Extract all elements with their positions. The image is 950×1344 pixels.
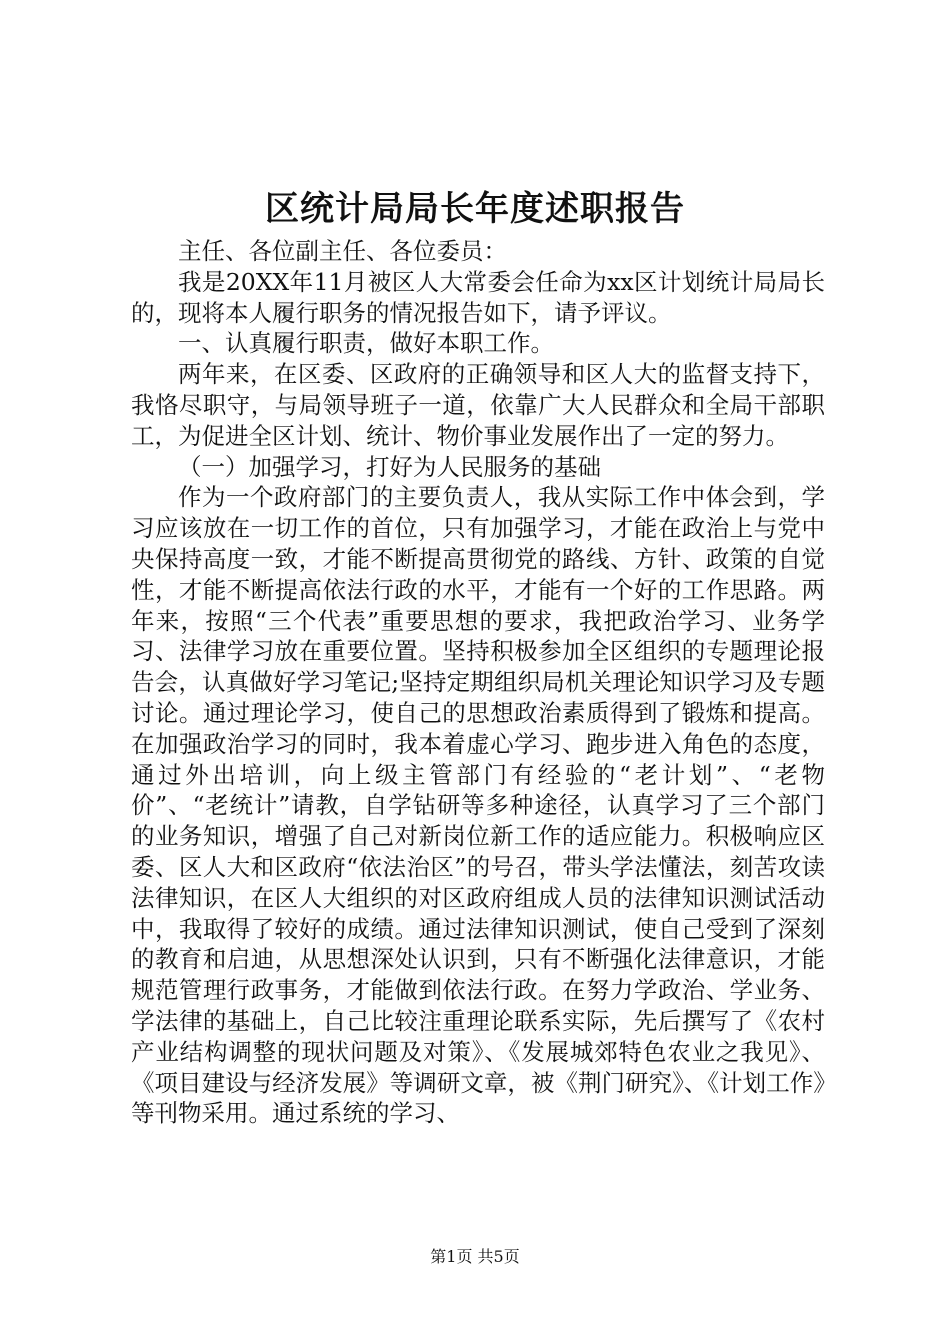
paragraph-study: 作为一个政府部门的主要负责人，我从实际工作中体会到，学习应该放在一切工作的首位，只有加强学习，才能在政治上与党中央保持高度一致，才能不断提高贯彻党的路线、方针、政策的自觉性，才能不断提高依法行政的水平，才能有一个好的工作思路。两年来，按照“三个代表”重要思想的要求，我把政治学习、业务学习、法律学习放在重要位置。坚持积极参加全区组织的专题理论报告会，认真做好学习笔记;坚持定期组织局机关理论知识学习及专题讨论。通过理论学习，使自己的思想政治素质得到了锻炼和提高。在加强政治学习的同时，我本着虚心学习、跑步进入角色的态度，通过外出培训，向上级主管部门有经验的“老计划”、“老物价”、“老统计”请教，自学钻研等多种途径，认真学习了三个部门的业务知识，增强了自己对新岗位新工作的适应能力。积极响应区委、区人大和区政府“依法治区”的号召，带头学法懂法，刻苦攻读法律知识，在区人大组织的对区政府组成人员的法律知识测试活动中，我取得了较好的成绩。通过法律知识测试，使自己受到了深刻的教育和启迪，从思想深处认识到，只有不断强化法律意识，才能规范管理行政事务，才能做到依法行政。在努力学政治、学业务、学法律的基础上，自己比较注重理论联系实际，先后撰写了《农村产业结构调整的现状问题及对策》、《发展城郊特色农业之我见》、《项目建设与经济发展》等调研文章，被《荆门研究》、《计划工作》等刊物采用。通过系统的学习、 (131, 483, 825, 1128)
page-footer: 第1页 共5页 (430, 1247, 520, 1266)
paragraph-intro: 我是20XX年11月被区人大常委会任命为xx区计划统计局局长的，现将本人履行职务的情况报告如下，请予评议。 (131, 267, 825, 327)
paragraph-overview: 两年来，在区委、区政府的正确领导和区人大的监督支持下，我恪尽职守，与局领导班子一道，依靠广大人民群众和全局干部职工，为促进全区计划、统计、物价事业发展作出了一定的努力。 (131, 360, 825, 450)
paragraph-salutation: 主任、各位副主任、各位委员： (178, 237, 507, 265)
subsection-heading-1: （一）加强学习，打好为人民服务的基础 (178, 452, 601, 481)
document-title: 区统计局局长年度述职报告 (265, 189, 685, 229)
document-body (131, 236, 825, 1129)
section-heading-1: 一、认真履行职责，做好本职工作。 (178, 329, 554, 358)
